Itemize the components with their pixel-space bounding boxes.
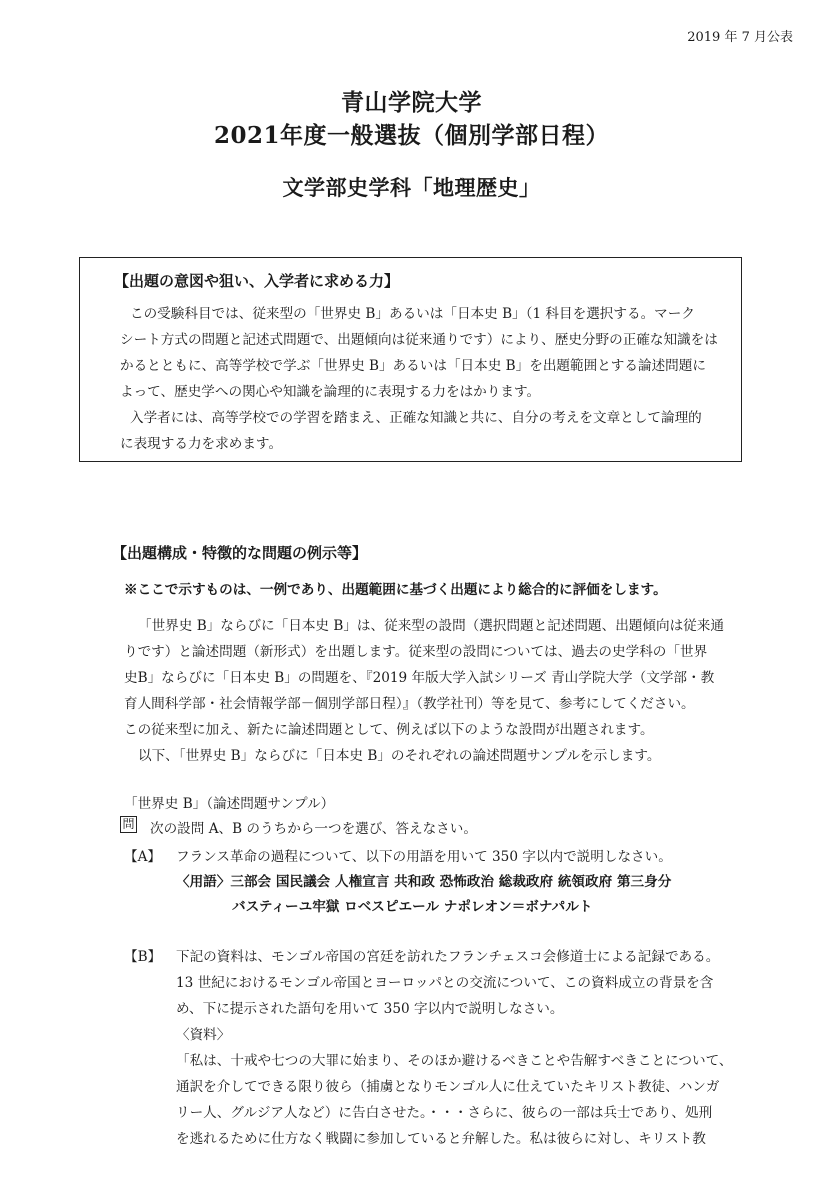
exam-title: 2021年度一般選抜（個別学部日程） (213, 122, 609, 149)
question-b-line: 下記の資料は、モンゴル帝国の宮廷を訪れたフランチェスコ会修道士による記録である。 (176, 949, 720, 965)
intent-line: よって、歴史学への関心や知識を論理的に表現する力をはかります。 (120, 384, 541, 400)
structure-line: 「世界史 B」ならびに「日本史 B」は、従来型の設問（選択問題と記述問題、出題傾向は従来通 (138, 618, 724, 634)
question-a-label: 【A】 (124, 849, 162, 865)
intent-line: 入学者には、高等学校での学習を踏まえ、正確な知識と共に、自分の考えを文章として論理的 (130, 410, 702, 426)
source-line: リー人、グルジア人など）に告白させた。・・・さらに、彼らの一部は兵士であり、処刑 (176, 1105, 713, 1121)
source-line: を逃れるために仕方なく戦闘に参加していると弁解した。私は彼らに対し、キリスト教 (176, 1131, 706, 1147)
sample-title: 「世界史 B」（論述問題サンプル） (124, 796, 335, 812)
structure-line: この従来型に加え、新たに論述問題として、例えば以下のような設問が出題されます。 (124, 722, 654, 738)
question-b-line: 13 世紀におけるモンゴル帝国とヨーロッパとの交流について、この資料成立の背景を含 (176, 975, 714, 991)
structure-line: 以下、「世界史 B」ならびに「日本史 B」のそれぞれの論述問題サンプルを示します。 (138, 748, 661, 764)
question-mark-box: 問 (120, 816, 137, 833)
source-label: 〈資料〉 (176, 1027, 231, 1043)
intent-line: シート方式の問題と記述式問題で、出題傾向は従来通りです）により、歴史分野の正確な知識をは (120, 332, 718, 348)
structure-note: ※ここで示すものは、一例であり、出題範囲に基づく出題により総合的に評価をします。 (124, 582, 667, 598)
intent-line: かるとともに、高等学校で学ぶ「世界史 B」あるいは「日本史 B」を出題範囲とする論述問題に (120, 358, 706, 374)
structure-heading: 【出題構成・特徴的な問題の例示等】 (112, 544, 368, 562)
source-line: 「私は、十戒や七つの大罪に始まり、そのほか避けるべきことや告解すべきことについて、 (176, 1053, 733, 1069)
intent-line: この受験科目では、従来型の「世界史 B」あるいは「日本史 B」（1 科目を選択する。マーク (130, 306, 695, 322)
question-instruction: 次の設問 A、B のうちから一つを選び、答えなさい。 (150, 821, 477, 837)
intent-line: に表現する力を求めます。 (120, 436, 283, 452)
question-b-label: 【B】 (124, 949, 162, 965)
publication-date: 2019 年 7 月公表 (687, 30, 793, 45)
structure-line: 育人間科学部・社会情報学部－個別学部日程）』（教学社刊）等を見て、参考にしてください。 (124, 696, 695, 712)
terms-line: バスティーユ牢獄 ロベスピエール ナポレオン＝ボナパルト (232, 899, 593, 915)
intent-heading: 【出題の意図や狙い、入学者に求める力】 (114, 272, 400, 290)
department-title: 文学部史学科「地理歴史」 (282, 175, 541, 200)
structure-line: りです）と論述問題（新形式）を出題します。従来型の設問については、過去の史学科の「世界 (124, 644, 708, 660)
source-line: 通訳を介してできる限り彼ら（捕虜となりモンゴル人に仕えていたキリスト教徒、ハンガ (176, 1079, 720, 1095)
university-title: 青山学院大学 (341, 89, 482, 116)
terms-line: 〈用語〉三部会 国民議会 人権宣言 共和政 恐怖政治 総裁政府 統領政府 第三身分 (176, 874, 672, 890)
question-b-line: め、下に提示された語句を用いて 350 字以内で説明しなさい。 (176, 1001, 564, 1017)
question-a-text: フランス革命の過程について、以下の用語を用いて 350 字以内で説明しなさい。 (176, 849, 672, 865)
structure-line: 史B」ならびに「日本史 B」の問題を、『2019 年版大学入試シリーズ 青山学院大学（文学部・教 (124, 670, 715, 686)
